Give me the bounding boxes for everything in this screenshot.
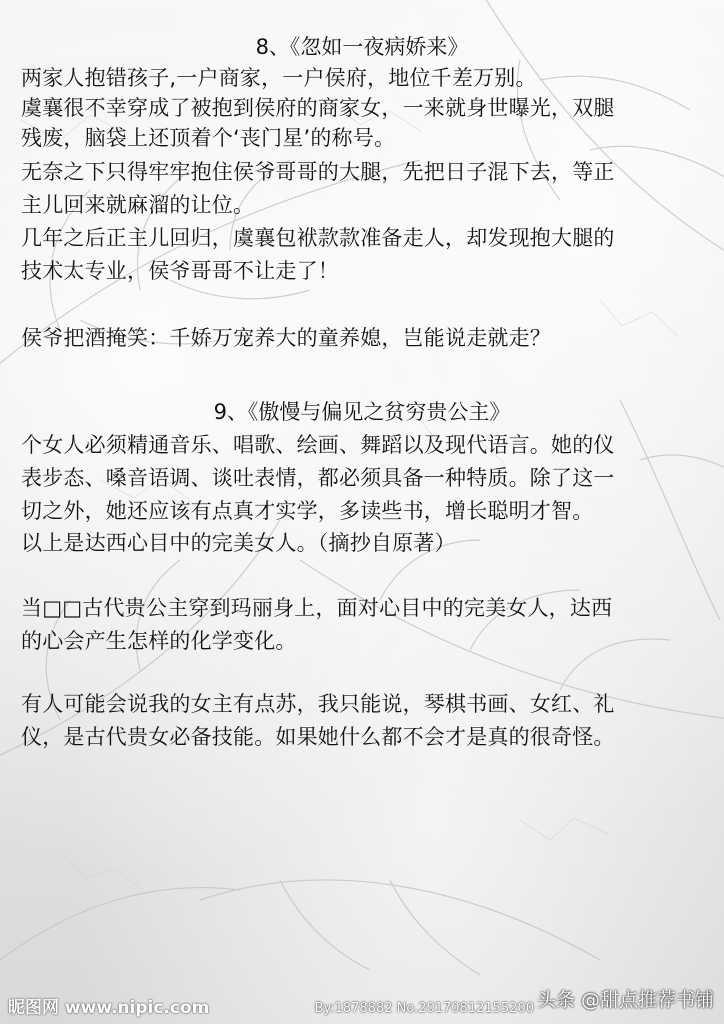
section-9-line-3: 切之外，她还应该有点真才实学，多读些书，增长聪明才智。 <box>21 499 594 523</box>
section-9-line-1: 个女人必须精通音乐、唱歌、绘画、舞蹈以及现代语言。她的仪 <box>21 433 615 457</box>
section-8-line-3: 残废，脑袋上还顶着个‘丧门星’的称号。 <box>21 126 396 150</box>
section-8-title: 8、《忽如一夜病娇来》 <box>255 35 469 59</box>
section-9-line-5: 当□□古代贵公主穿到玛丽身上，面对心目中的完美女人，达西 <box>21 596 613 620</box>
section-8-line-4: 无奈之下只得牢牢抱住侯爷哥哥的大腿，先把日子混下去，等正 <box>21 160 615 184</box>
section-9-line-6: 的心会产生怎样的化学变化。 <box>21 629 297 653</box>
section-8-line-2: 虞襄很不幸穿成了被抱到侯府的商家女，一来就身世曝光，双腿 <box>21 96 615 120</box>
section-8-line-8: 侯爷把酒掩笑：千娇万宠养大的童养媳，岂能说走就走？ <box>21 326 551 350</box>
section-9-title: 9、《傲慢与偏见之贫穷贵公主》 <box>213 400 511 424</box>
section-9-line-4: 以上是达西心目中的完美女人。（摘抄自原著） <box>21 531 456 555</box>
section-9-line-8: 仪，是古代贵女必备技能。如果她什么都不会才是真的很奇怪。 <box>21 725 615 749</box>
section-8-line-5: 主儿回来就麻溜的让位。 <box>21 193 255 217</box>
section-8-line-1: 两家人抱错孩子,一户商家，一户侯府，地位千差万别。 <box>21 66 537 90</box>
toutiao-credit-watermark: 头条 @甜点推荐书铺 <box>536 989 714 1011</box>
nipic-watermark: 昵图网 www.nipic.com <box>8 998 210 1018</box>
section-9-line-2: 表步态、嗓音语调、谈吐表情，都必须具备一种特质。除了这一 <box>21 466 615 490</box>
section-8-line-7: 技术太专业，侯爷哥哥不让走了！ <box>21 259 339 283</box>
section-9-line-7: 有人可能会说我的女主有点苏，我只能说，琴棋书画、女红、礼 <box>21 692 615 716</box>
image-id-watermark: By:1878882 No.20170812155200 <box>314 1001 534 1016</box>
section-8-line-6: 几年之后正主儿回归，虞襄包袱款款准备走人，却发现抱大腿的 <box>21 226 615 250</box>
